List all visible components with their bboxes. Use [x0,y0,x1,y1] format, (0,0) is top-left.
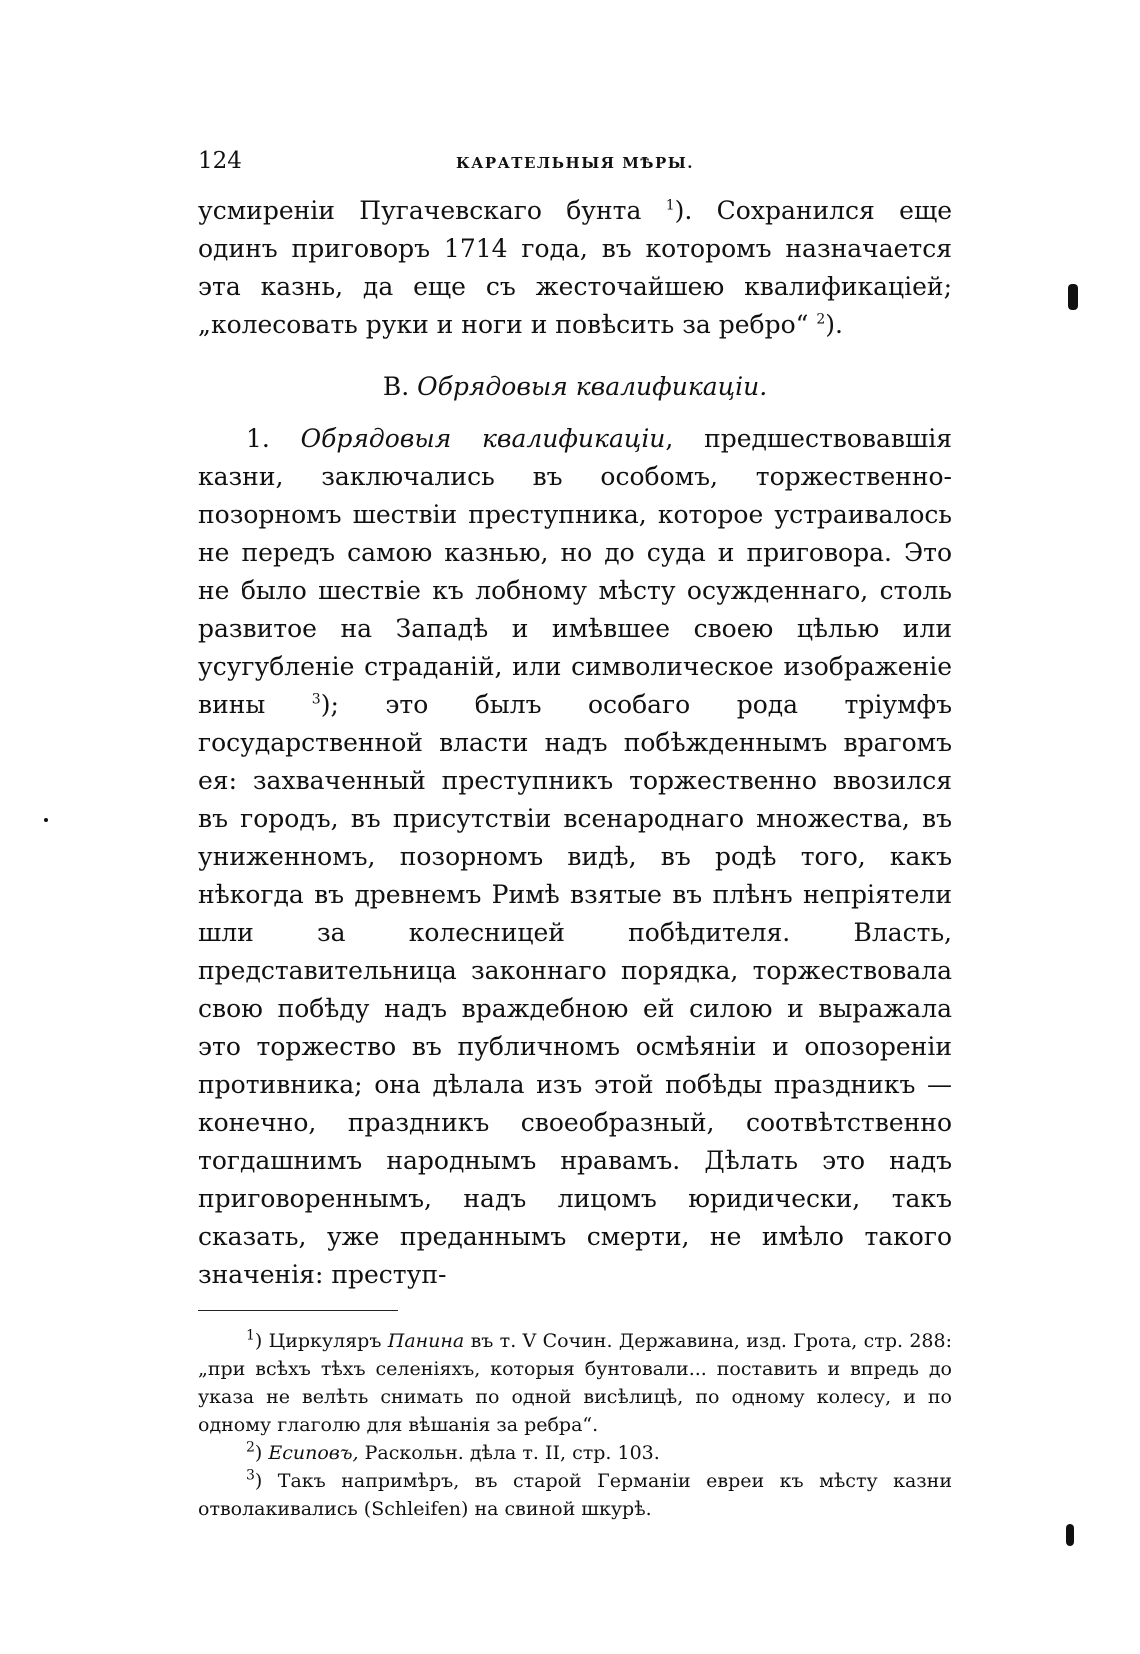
text-run: Раскольн. дѣла т. II, стр. 103. [358,1442,660,1464]
text-run: , предшествовавшiя казни, заключались въ особомъ, торжественно-позорномъ шествiи преступника, которое устраивалось не передъ самою казнью, но до суда и приговора. Это не было шествiе къ лобному мѣсту осужденнаго, столь развитое на Западѣ и имѣвшее своею цѣлью или усугубленiе страданiй, или символическое изображенiе вины [198,424,952,719]
scan-margin-mark [1066,1524,1074,1546]
emphasis-text: Панина [387,1330,465,1352]
page-header [198,148,952,178]
text-run: ) Такъ напримѣръ, въ старой Германiи евреи къ мѣсту казни отволакивались (Schleifen) на свиной шкурѣ. [198,1470,952,1520]
footnote-mark: 1 [246,1327,255,1344]
scan-speck [44,818,48,822]
footnote-3 [198,1467,952,1523]
scan-margin-mark [1068,284,1078,310]
text-run: ). Сохранился еще одинъ приговоръ 1714 года, въ которомъ назначается эта казнь, да еще съ жесточайшею квалификацiей; „колесовать руки и ноги и повѣсить за ребро“ [198,196,952,339]
footnote-mark: 3 [246,1467,255,1484]
footnote-1 [198,1327,952,1439]
section-title: Обрядовыя квалификацiи. [417,372,768,401]
paragraph-1 [198,192,952,344]
footnote-mark: 2 [246,1439,255,1456]
text-run: усмиренiи Пугачевскаго бунта [198,196,666,225]
emphasis-text: Есиповъ, [268,1442,359,1464]
section-letter: В. [382,372,418,401]
paragraph-number: 1. [246,424,301,453]
footnote-ref: 3 [311,691,321,708]
text-run: ); это былъ особаго рода трiумфъ государственной власти надъ побѣжденнымъ врагомъ ея: захваченный преступникъ торжественно ввозился въ городъ, въ присутствiи всенароднаго множества, въ униженномъ, позорномъ видѣ, въ родѣ того, какъ нѣкогда въ древнемъ Римѣ взятые въ плѣнъ непрiятели шли за колесницей побѣдителя. Власть, представительница законнаго порядка, торжествовала свою побѣду надъ враждебною ей силою и выражала это торжество въ публичномъ осмѣянiи и опозоренiи противника; она дѣлала изъ этой побѣды праздникъ — конечно, праздникъ своеобразный, соотвѣтственно тогдашнимъ народнымъ нравамъ. Дѣлать это надъ приговореннымъ, надъ лицомъ юридически, такъ сказать, уже преданнымъ смерти, не имѣло такого значенiя: преступ- [198,690,952,1289]
paragraph-2 [198,420,952,1294]
text-run: ) Циркуляръ [254,1330,388,1352]
footnote-ref: 2 [816,311,826,328]
emphasis-text: Обрядовыя квалификацiи [300,424,666,453]
running-head: КАРАТЕЛЬНЫЯ МѢРЫ. [455,154,695,172]
text-run: въ т. V Сочин. Державина, изд. Грота, стр. 288: „при всѣхъ тѣхъ селенiяхъ, которыя бунтовали... поставить и впредь до указа не велѣть снимать по одной висѣлицѣ, по одному колесу, и по одному глаголю для вѣшанiя за ребра“. [198,1330,953,1436]
text-run: ) [254,1442,269,1464]
footnote-ref: 1 [665,197,675,214]
footnote-2 [198,1439,952,1467]
footnote-divider [198,1310,398,1311]
section-heading [198,368,952,406]
page-number: 124 [198,148,242,174]
text-run: ). [825,310,843,339]
page-body [198,192,952,1523]
